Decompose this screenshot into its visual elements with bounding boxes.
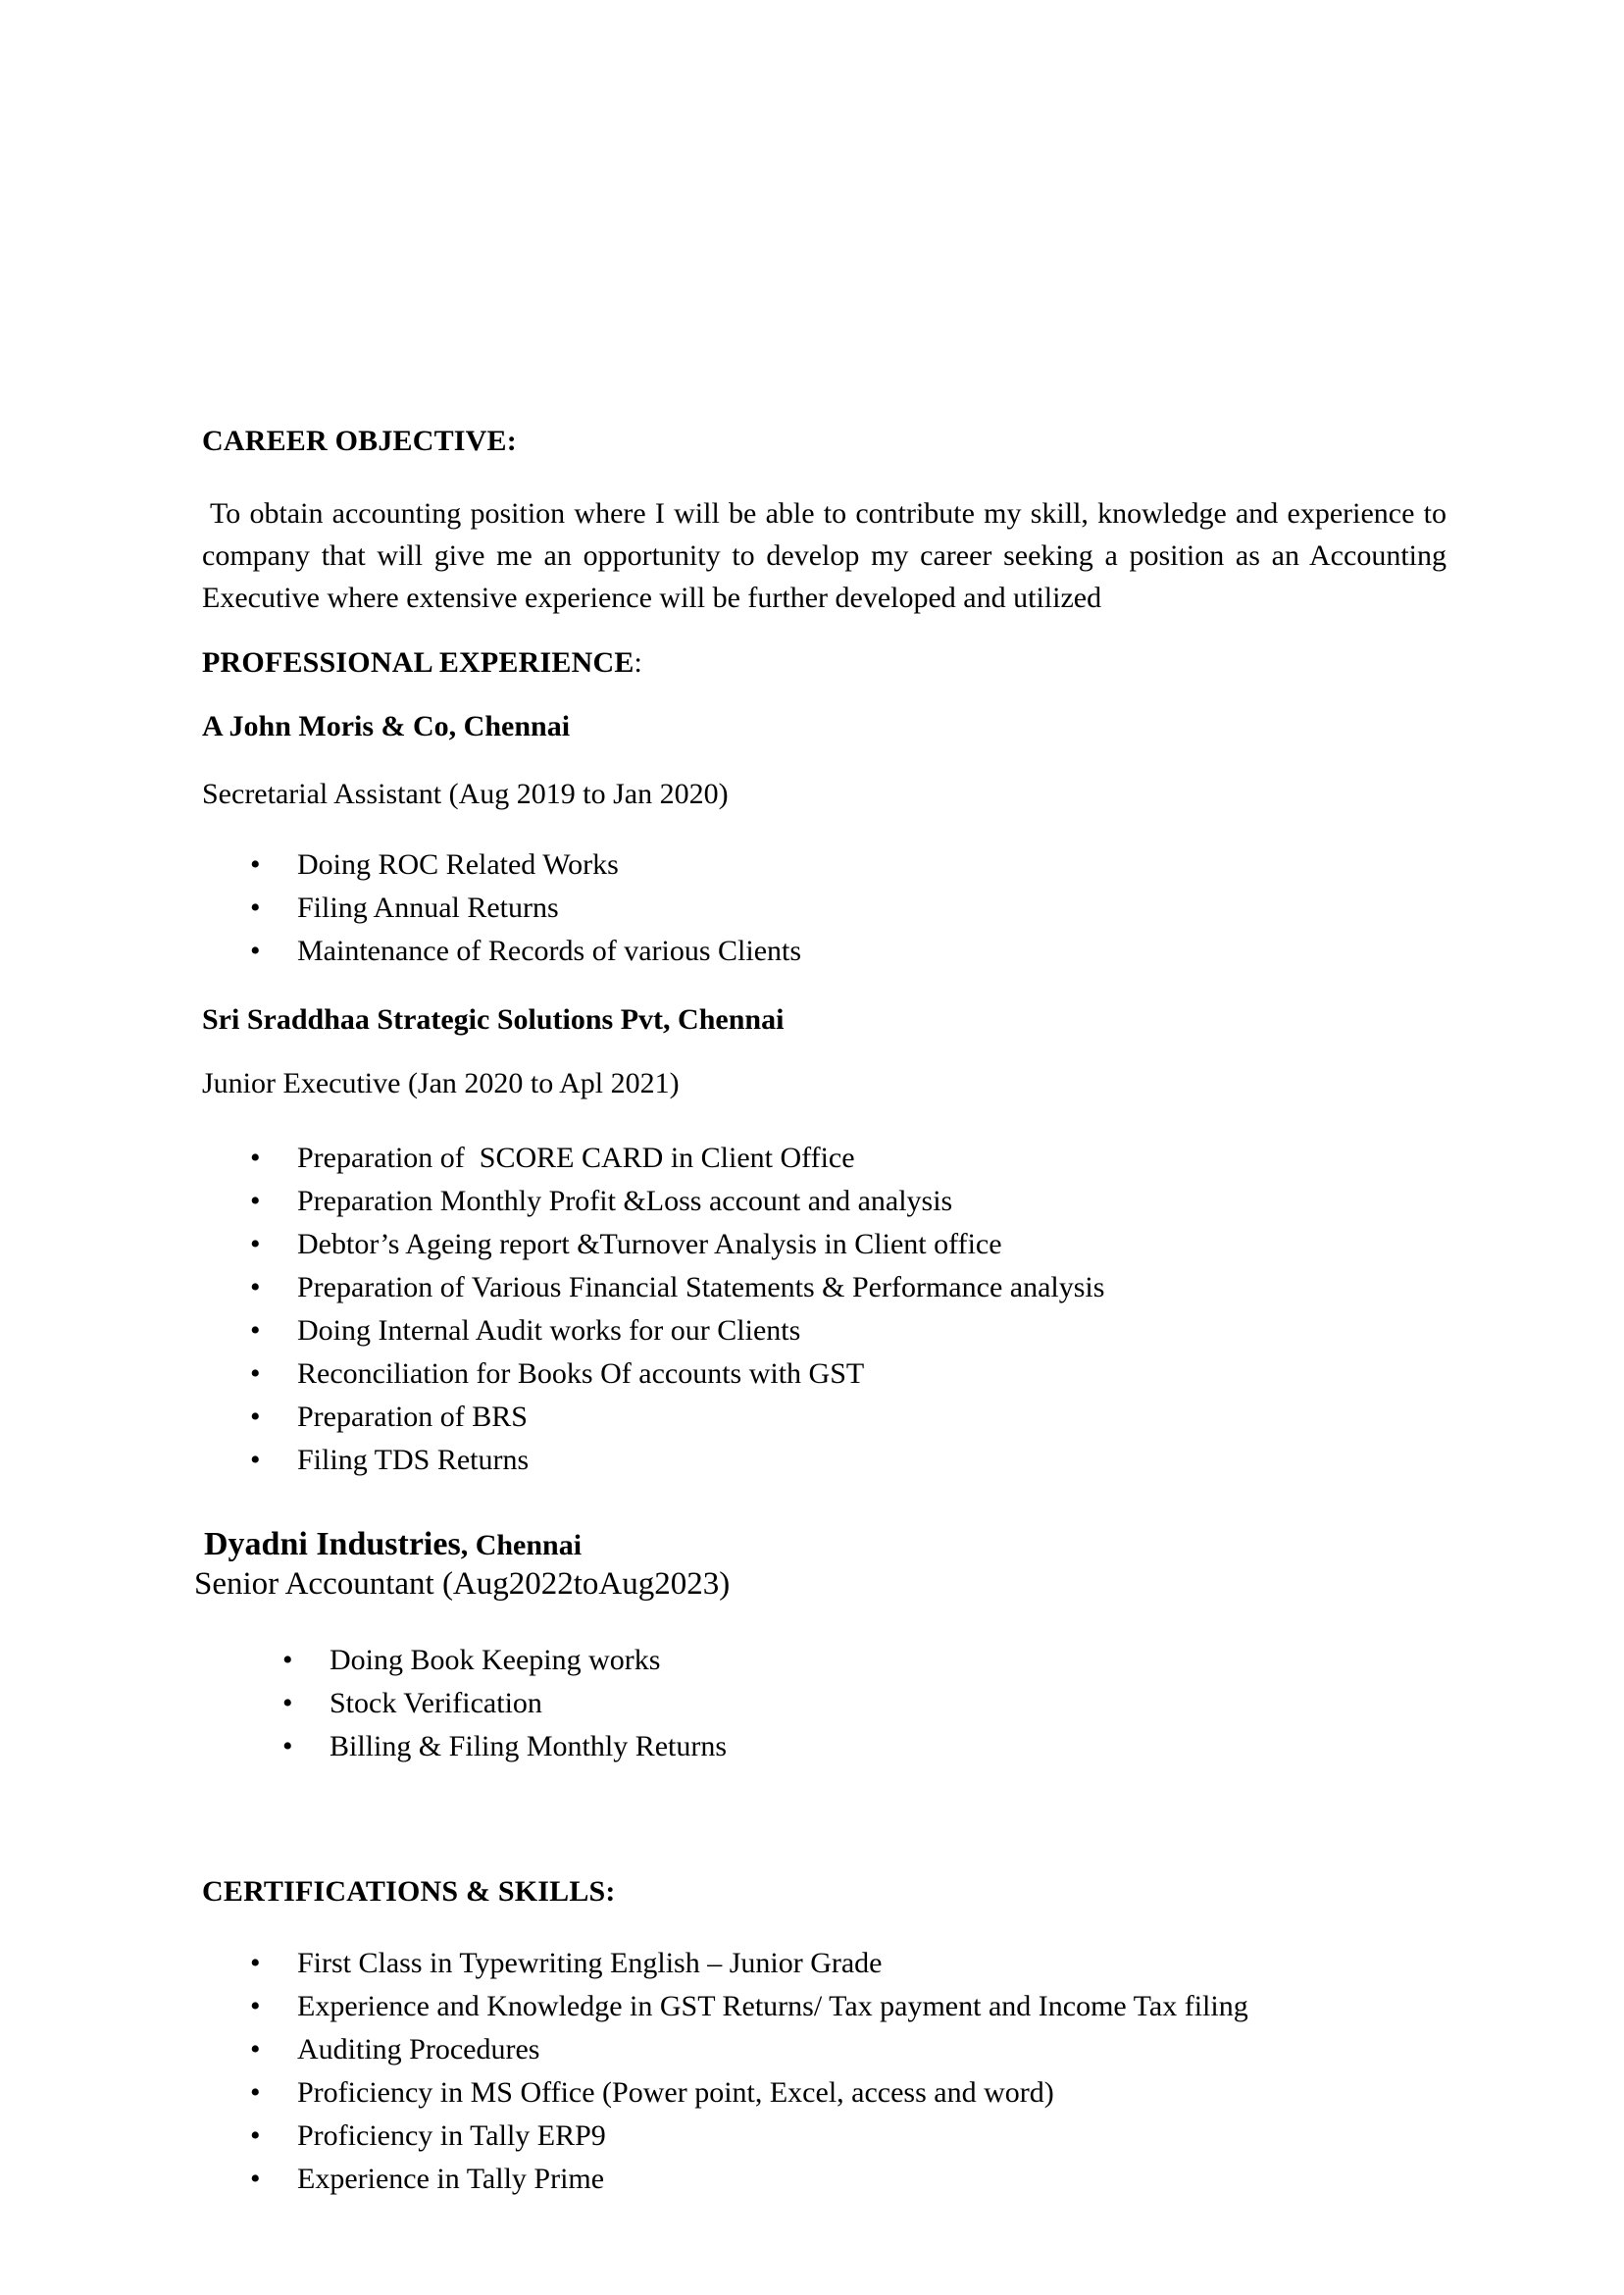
list-item-text: Preparation of SCORE CARD in Client Office	[297, 1142, 855, 1174]
list-item-text: Proficiency in MS Office (Power point, Excel, access and word)	[297, 2076, 1054, 2109]
list-item-text: Experience in Tally Prime	[297, 2163, 605, 2195]
bullet-icon	[250, 2071, 297, 2115]
company-name-dyadni-suffix: , Chennai	[460, 1529, 583, 1561]
list-item-text: Debtor’s Ageing report &Turnover Analysis in Client office	[297, 1228, 1002, 1260]
list-item-text: Doing Book Keeping works	[330, 1644, 661, 1676]
list-item	[250, 1223, 1446, 1266]
career-objective-paragraph: To obtain accounting position where I will be able to contribute my skill, knowledge and experience to company that will give me an opportunity to develop my career seeking a position as an Accounting Executive where extensive experience will be further developed and utilized	[202, 497, 1446, 614]
certifications-skills-list	[202, 1942, 1446, 2201]
list-item	[250, 1180, 1446, 1223]
list-item	[250, 1439, 1446, 1482]
job-title-secretarial-assistant: Secretarial Assistant (Aug 2019 to Jan 2020)	[202, 778, 729, 810]
sri-sraddhaa-duties-list	[202, 1137, 1446, 1482]
job-title-junior-executive: Junior Executive (Jan 2020 to Apl 2021)	[202, 1067, 680, 1099]
list-item-text: Preparation of Various Financial Statements & Performance analysis	[297, 1271, 1105, 1303]
list-item-text: Doing Internal Audit works for our Clients	[297, 1314, 801, 1347]
company-name-sri-sraddhaa: Sri Sraddhaa Strategic Solutions Pvt, Chennai	[202, 1003, 785, 1036]
list-item-text: Preparation Monthly Profit &Loss account and analysis	[297, 1185, 953, 1217]
list-item-text: Maintenance of Records of various Clients	[297, 935, 802, 967]
bullet-icon	[250, 1266, 297, 1309]
list-item	[250, 1266, 1446, 1309]
list-item	[282, 1725, 1446, 1768]
list-item-text: Preparation of BRS	[297, 1401, 528, 1433]
certifications-skills-heading: CERTIFICATIONS & SKILLS:	[202, 1875, 616, 1908]
list-item-text: Auditing Procedures	[297, 2033, 540, 2066]
company-name-john-moris: A John Moris & Co, Chennai	[202, 710, 571, 742]
bullet-icon	[250, 1352, 297, 1396]
professional-experience-heading-text: PROFESSIONAL EXPERIENCE	[202, 646, 634, 679]
john-moris-duties-list	[202, 843, 1446, 973]
bullet-icon	[250, 1223, 297, 1266]
bullet-icon	[250, 2115, 297, 2158]
bullet-icon	[250, 1396, 297, 1439]
bullet-icon	[250, 887, 297, 930]
list-item	[250, 1352, 1446, 1396]
list-item-text: Doing ROC Related Works	[297, 848, 619, 881]
bullet-icon	[250, 930, 297, 973]
dyadni-duties-list	[202, 1639, 1446, 1768]
list-item-text: First Class in Typewriting English – Junior Grade	[297, 1947, 883, 1979]
list-item	[250, 2071, 1446, 2115]
list-item	[282, 1639, 1446, 1682]
bullet-icon	[250, 1137, 297, 1180]
list-item-text: Reconciliation for Books Of accounts with GST	[297, 1357, 865, 1390]
bullet-icon	[282, 1682, 330, 1725]
list-item	[250, 2115, 1446, 2158]
company-name-dyadni-main: Dyadni Industries	[204, 1526, 461, 1562]
list-item	[250, 1942, 1446, 1985]
list-item	[250, 843, 1446, 887]
company-name-dyadni	[204, 1526, 1446, 1564]
bullet-icon	[250, 1309, 297, 1352]
list-item	[250, 887, 1446, 930]
list-item	[250, 1396, 1446, 1439]
dyadni-job-block	[194, 1526, 1446, 1604]
list-item	[250, 2028, 1446, 2071]
career-objective-heading: CAREER OBJECTIVE:	[202, 425, 517, 457]
list-item	[250, 930, 1446, 973]
bullet-icon	[250, 2158, 297, 2201]
list-item	[250, 1985, 1446, 2028]
list-item	[282, 1682, 1446, 1725]
list-item	[250, 2158, 1446, 2201]
bullet-icon	[282, 1725, 330, 1768]
bullet-icon	[250, 1985, 297, 2028]
list-item	[250, 1309, 1446, 1352]
professional-experience-heading-colon: :	[634, 646, 643, 679]
list-item-text: Experience and Knowledge in GST Returns/ Tax payment and Income Tax filing	[297, 1990, 1248, 2022]
bullet-icon	[250, 2028, 297, 2071]
bullet-icon	[282, 1639, 330, 1682]
job-title-senior-accountant: Senior Accountant (Aug2022toAug2023)	[194, 1566, 731, 1602]
list-item-text: Filing Annual Returns	[297, 892, 559, 924]
professional-experience-heading	[202, 645, 1446, 681]
bullet-icon	[250, 1942, 297, 1985]
bullet-icon	[250, 1180, 297, 1223]
list-item-text: Billing & Filing Monthly Returns	[330, 1730, 728, 1762]
bullet-icon	[250, 1439, 297, 1482]
resume-document-body	[194, 0, 1446, 2201]
list-item	[250, 1137, 1446, 1180]
list-item-text: Proficiency in Tally ERP9	[297, 2119, 606, 2152]
list-item-text: Filing TDS Returns	[297, 1444, 530, 1476]
bullet-icon	[250, 843, 297, 887]
list-item-text: Stock Verification	[330, 1687, 542, 1719]
